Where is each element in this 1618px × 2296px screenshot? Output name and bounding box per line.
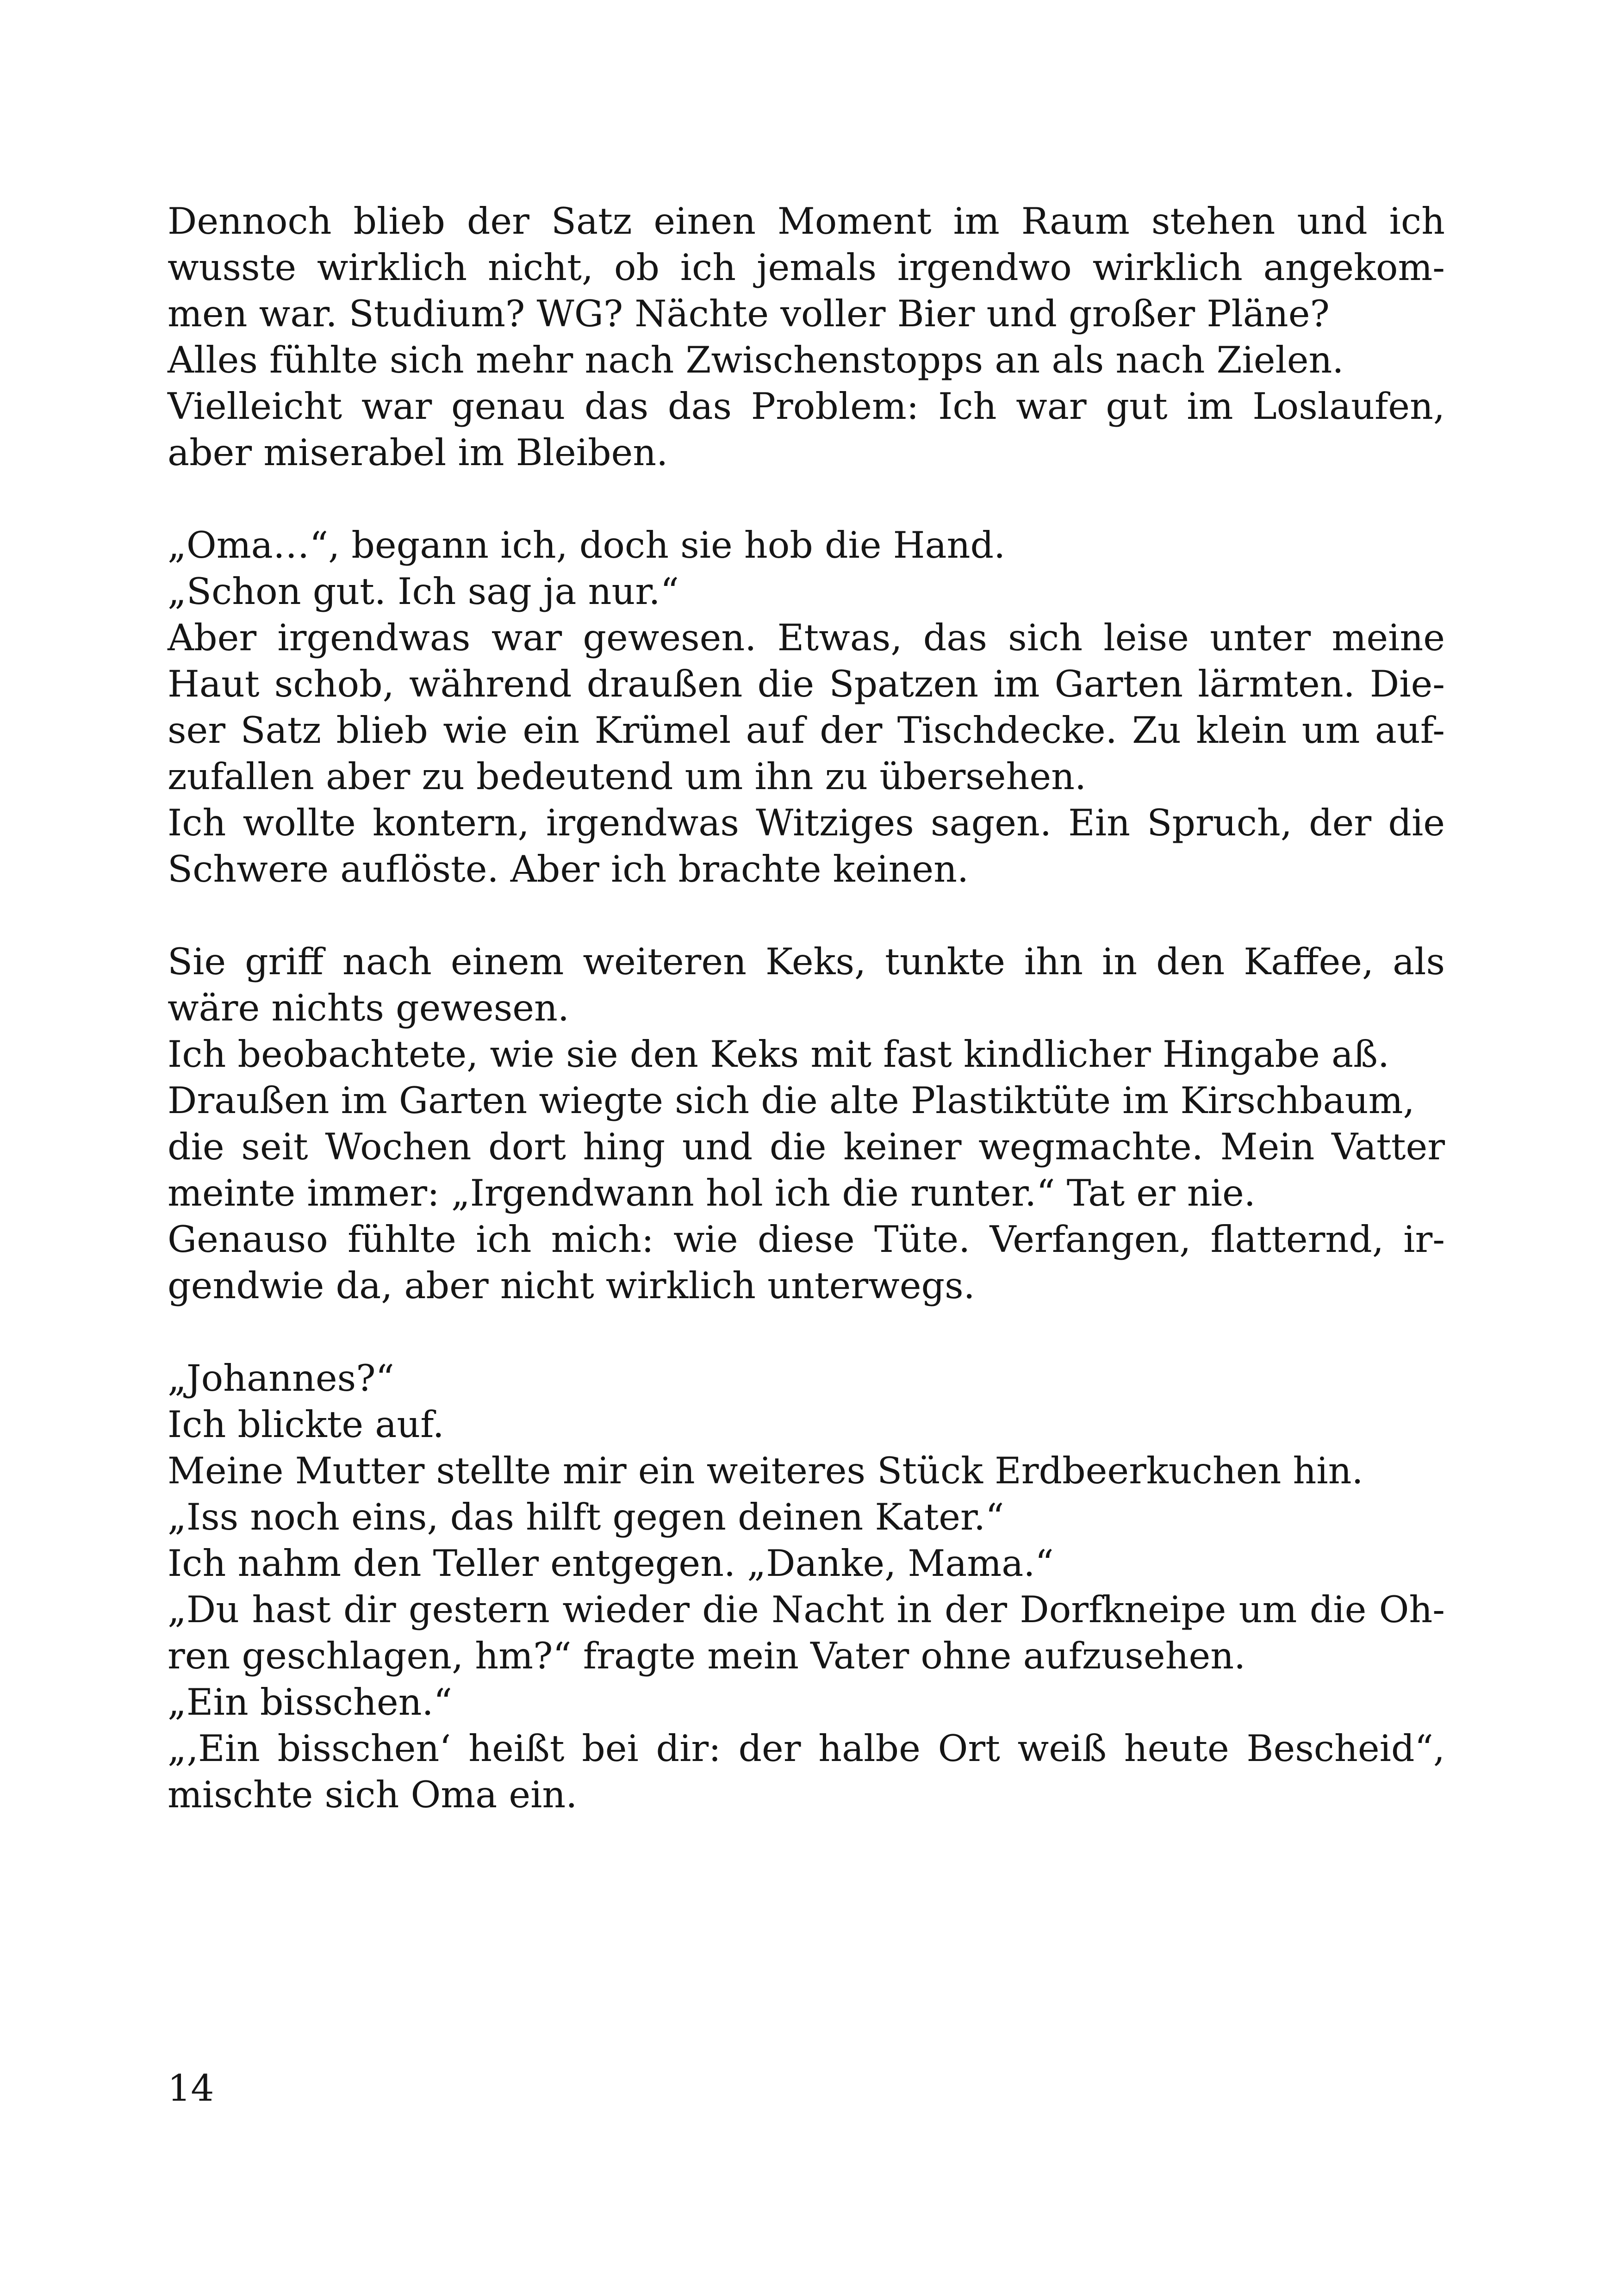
text-line: men war. Studium? WG? Nächte voller Bier und großer Pläne? bbox=[168, 292, 1330, 335]
text-line: ser Satz blieb wie ein Krümel auf der Tischdecke. Zu klein um auf- bbox=[168, 709, 1445, 752]
text-line: „‚Ein bisschen‘ heißt bei dir: der halbe Ort weiß heute Bescheid“, bbox=[168, 1727, 1445, 1770]
text-line: Genauso fühlte ich mich: wie diese Tüte. Verfangen, flatternd, ir- bbox=[168, 1218, 1445, 1261]
text-line: Meine Mutter stellte mir ein weiteres Stück Erdbeerkuchen hin. bbox=[168, 1450, 1363, 1492]
text-line: Haut schob, während draußen die Spatzen im Garten lärmten. Die- bbox=[168, 663, 1445, 705]
text-line: meinte immer: „Irgendwann hol ich die runter.“ Tat er nie. bbox=[168, 1172, 1256, 1214]
text-line: mischte sich Oma ein. bbox=[168, 1773, 578, 1816]
text-line: wusste wirklich nicht, ob ich jemals irgendwo wirklich angekom- bbox=[168, 246, 1445, 289]
body-text bbox=[168, 198, 1445, 1818]
paragraph bbox=[168, 522, 1445, 892]
text-line: „Ein bisschen.“ bbox=[168, 1681, 453, 1724]
text-line: Ich wollte kontern, irgendwas Witziges sagen. Ein Spruch, der die bbox=[168, 802, 1445, 844]
text-line: „Johannes?“ bbox=[168, 1357, 394, 1400]
text-line: Vielleicht war genau das das Problem: Ich war gut im Loslaufen, bbox=[168, 385, 1445, 428]
text-line: aber miserabel im Bleiben. bbox=[168, 431, 668, 474]
text-line: wäre nichts gewesen. bbox=[168, 987, 569, 1029]
page-number: 14 bbox=[168, 2067, 214, 2109]
text-line: die seit Wochen dort hing und die keiner wegmachte. Mein Vatter bbox=[168, 1126, 1445, 1168]
text-line: „Schon gut. Ich sag ja nur.“ bbox=[168, 570, 679, 613]
paragraph bbox=[168, 939, 1445, 1309]
text-line: Dennoch blieb der Satz einen Moment im Raum stehen und ich bbox=[168, 200, 1445, 243]
text-line: zufallen aber zu bedeutend um ihn zu übersehen. bbox=[168, 755, 1087, 798]
text-line: Sie griff nach einem weiteren Keks, tunkte ihn in den Kaffee, als bbox=[168, 940, 1445, 983]
paragraph bbox=[168, 198, 1445, 476]
text-line: gendwie da, aber nicht wirklich unterwegs. bbox=[168, 1264, 975, 1307]
text-line: Draußen im Garten wiegte sich die alte Plastiktüte im Kirschbaum, bbox=[168, 1079, 1415, 1122]
text-line: „Iss noch eins, das hilft gegen deinen Kater.“ bbox=[168, 1496, 1004, 1538]
text-line: Aber irgendwas war gewesen. Etwas, das sich leise unter meine bbox=[168, 616, 1445, 659]
text-line: Ich beobachtete, wie sie den Keks mit fast kindlicher Hingabe aß. bbox=[168, 1033, 1390, 1076]
paragraph-gap bbox=[168, 476, 1445, 522]
text-line: Alles fühlte sich mehr nach Zwischenstopps an als nach Zielen. bbox=[168, 339, 1344, 381]
paragraph bbox=[168, 1355, 1445, 1818]
paragraph-gap bbox=[168, 892, 1445, 939]
text-line: Ich nahm den Teller entgegen. „Danke, Mama.“ bbox=[168, 1542, 1054, 1585]
text-line: „Du hast dir gestern wieder die Nacht in der Dorfkneipe um die Oh- bbox=[168, 1588, 1445, 1631]
text-line: ren geschlagen, hm?“ fragte mein Vater ohne aufzusehen. bbox=[168, 1635, 1246, 1677]
text-line: Ich blickte auf. bbox=[168, 1403, 444, 1446]
text-line: „Oma…“, begann ich, doch sie hob die Hand. bbox=[168, 524, 1006, 566]
text-line: Schwere auflöste. Aber ich brachte keinen. bbox=[168, 848, 969, 890]
paragraph-gap bbox=[168, 1309, 1445, 1355]
